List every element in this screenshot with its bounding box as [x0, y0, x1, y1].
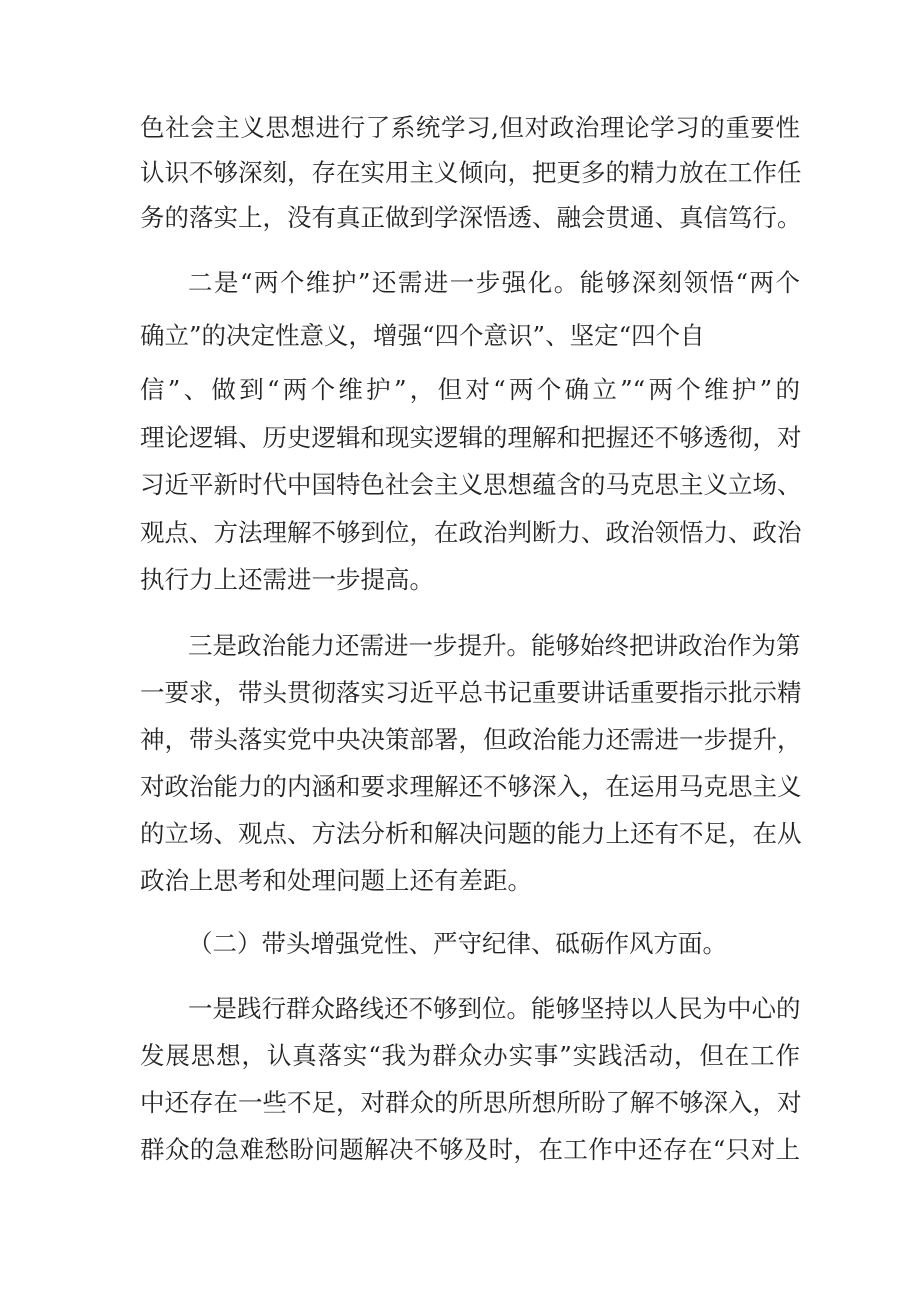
paragraph-line: 的立场、观点、方法分析和解决问题的能力上还有不足，在从	[140, 819, 802, 848]
paragraph-line: 二是“两个维护”还需进一步强化。能够深刻领悟“两个	[188, 268, 800, 297]
paragraph-line: 神，带头落实党中央决策部署，但政治能力还需进一步提升，	[140, 725, 802, 754]
paragraph-line: 观点、方法理解不够到位，在政治判断力、政治领悟力、政治	[140, 518, 802, 547]
paragraph-line: 对政治能力的内涵和要求理解还不够深入，在运用马克思主义	[140, 772, 802, 801]
paragraph-line: 群众的急难愁盼问题解决不够及时，在工作中还存在“只对上	[140, 1135, 800, 1164]
paragraph-line: 习近平新时代中国特色社会主义思想蕴含的马克思主义立场、	[140, 470, 802, 499]
paragraph-line: 务的落实上，没有真正做到学深悟透、融会贯通、真信笃行。	[140, 203, 802, 232]
paragraph-line: 执行力上还需进一步提高。	[140, 565, 434, 594]
paragraph-line: 色社会主义思想进行了系统学习,但对政治理论学习的重要性	[140, 113, 800, 142]
paragraph-line: 认识不够深刻，存在实用主义倾向，把更多的精力放在工作任	[140, 158, 802, 187]
paragraph-line: 中还存在一些不足，对群众的所思所想所盼了解不够深入，对	[140, 1088, 802, 1117]
section-heading: （二）带头增强党性、严守纪律、砥砺作风方面。	[188, 929, 727, 958]
paragraph-line: 一是践行群众路线还不够到位。能够坚持以人民为中心的	[188, 994, 801, 1023]
paragraph-line: 信”、做到“两个维护”，但对“两个确立”“两个维护”的	[140, 375, 800, 404]
paragraph-line: 一要求，带头贯彻落实习近平总书记重要讲话重要指示批示精	[140, 678, 802, 707]
paragraph-line: 政治上思考和处理问题上还有差距。	[140, 866, 532, 895]
paragraph-line: 三是政治能力还需进一步提升。能够始终把讲政治作为第	[188, 631, 801, 660]
paragraph-line: 理论逻辑、历史逻辑和现实逻辑的理解和把握还不够透彻，对	[140, 423, 802, 452]
paragraph-line: 确立”的决定性意义，增强“四个意识”、坚定“四个自	[140, 321, 705, 350]
paragraph-line: 发展思想，认真落实“我为群众办实事”实践活动，但在工作	[140, 1041, 800, 1070]
